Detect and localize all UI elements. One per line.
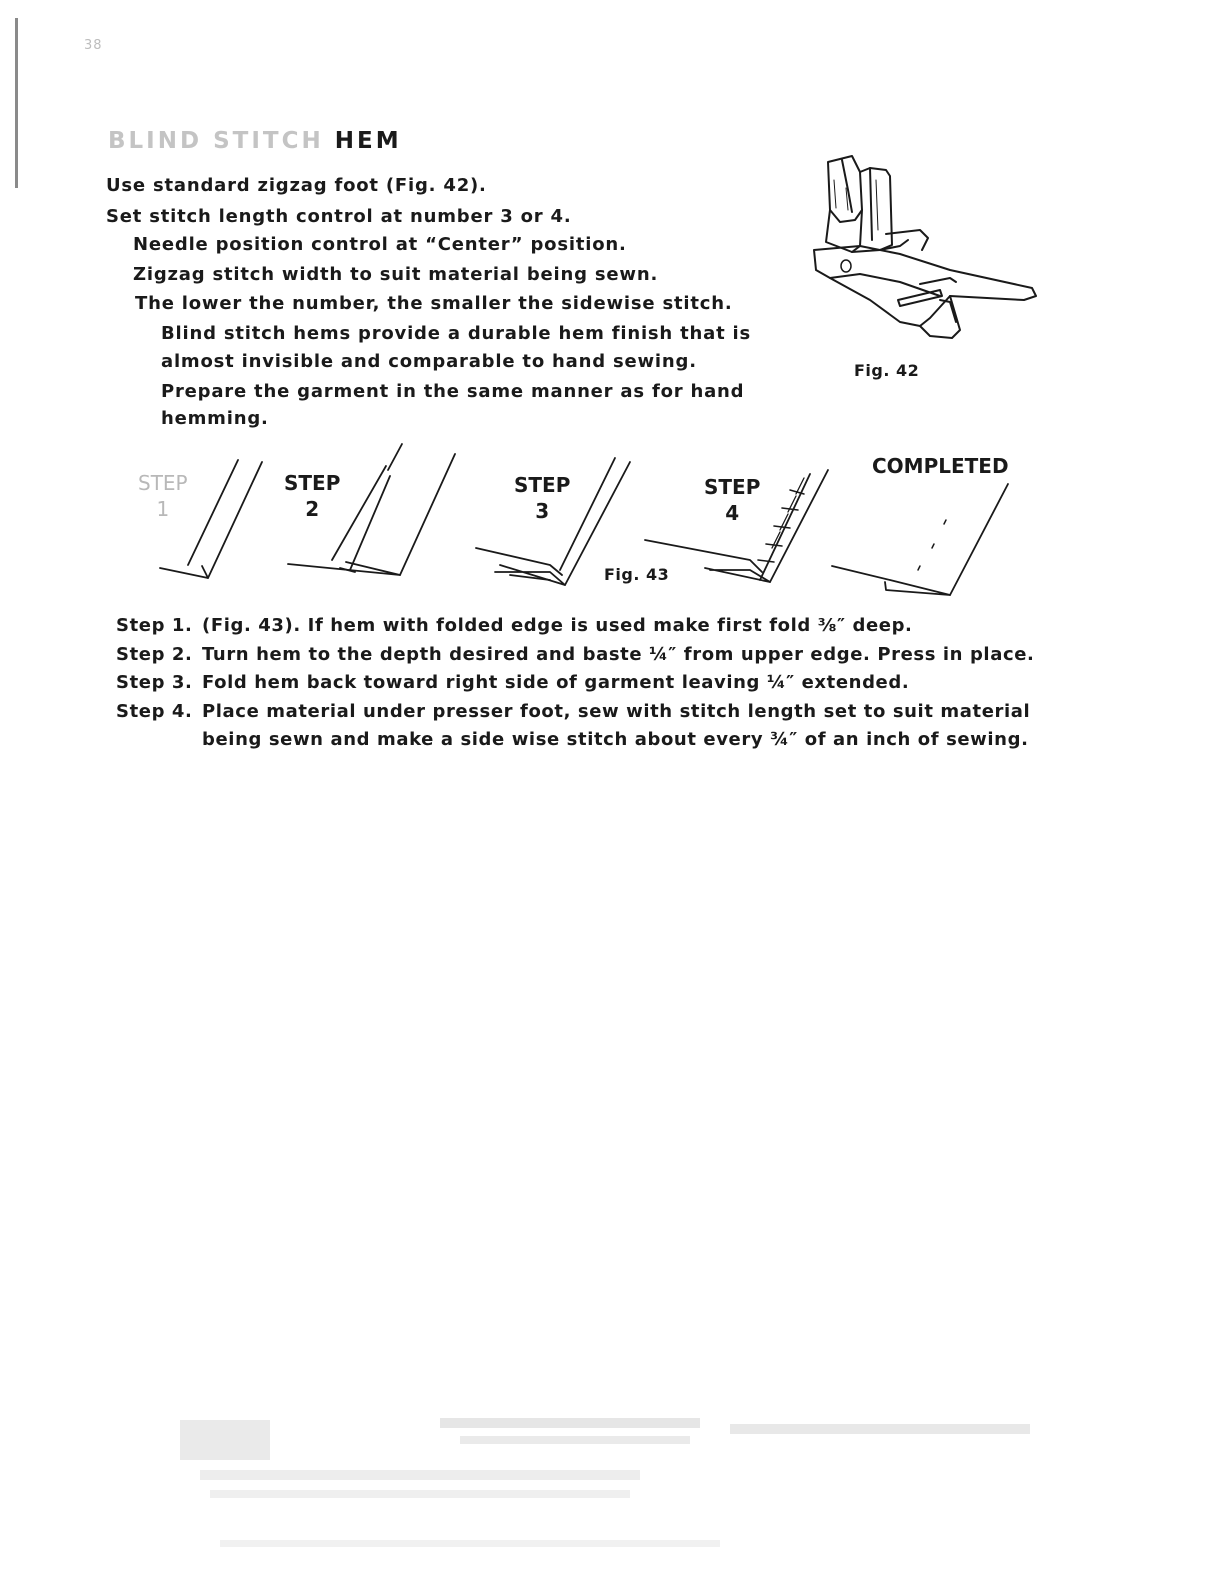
fig-42-label: Fig. 42 bbox=[854, 361, 920, 380]
instruction-line: hemming. bbox=[161, 408, 269, 429]
step-number: 1 bbox=[156, 497, 170, 521]
step-row-label: Step 2. bbox=[116, 643, 193, 665]
step-instructions bbox=[116, 612, 1034, 755]
page-number: 38 bbox=[84, 38, 103, 53]
instruction-line: almost invisible and comparable to hand sewing. bbox=[161, 351, 697, 372]
page-title bbox=[108, 128, 402, 154]
instruction-line: The lower the number, the smaller the sidewise stitch. bbox=[135, 293, 733, 314]
step-word: STEP bbox=[138, 471, 188, 495]
step-row bbox=[116, 612, 1034, 641]
instruction-line: Blind stitch hems provide a durable hem finish that is bbox=[161, 323, 752, 344]
hem-steps-illustration bbox=[150, 440, 1030, 610]
step-1-diagram bbox=[160, 460, 262, 578]
step-row-label: Step 1. bbox=[116, 615, 193, 636]
step-row-text: Fold hem back toward right side of garment leaving ¼″ extended. bbox=[202, 672, 910, 693]
step-4-diagram bbox=[645, 470, 828, 582]
instruction-line: Needle position control at “Center” position. bbox=[133, 234, 627, 255]
scan-bleed-through bbox=[170, 1390, 1050, 1580]
title-faded: BLIND STITCH bbox=[108, 128, 324, 154]
step-2-diagram bbox=[288, 444, 455, 575]
step-row bbox=[116, 641, 1034, 670]
step-word: STEP bbox=[704, 475, 761, 499]
step-number: 4 bbox=[725, 501, 740, 525]
step-row-text: Turn hem to the depth desired and baste ¼″ from upper edge. Press in place. bbox=[202, 643, 1035, 665]
scan-margin-line bbox=[15, 18, 18, 188]
step-row-label: Step 3. bbox=[116, 672, 193, 693]
step-row-text: being sewn and make a side wise stitch about every ¾″ of an inch of sewing. bbox=[202, 729, 1029, 750]
fig-43-label: Fig. 43 bbox=[604, 565, 670, 584]
instruction-line: Set stitch length control at number 3 or 4. bbox=[106, 206, 572, 227]
completed-label: COMPLETED bbox=[872, 454, 1009, 478]
title-dark: HEM bbox=[334, 128, 402, 154]
instruction-line: Prepare the garment in the same manner as for hand bbox=[161, 381, 745, 402]
step-word: STEP bbox=[284, 471, 341, 495]
step-row bbox=[116, 698, 1034, 727]
step-row-continuation bbox=[116, 726, 1034, 755]
step-row-text: (Fig. 43). If hem with folded edge is used make first fold ⅜″ deep. bbox=[202, 615, 913, 636]
step-word: STEP bbox=[514, 473, 571, 497]
step-row-text: Place material under presser foot, sew with stitch length set to suit material bbox=[202, 700, 1031, 722]
step-row-label: Step 4. bbox=[116, 700, 193, 722]
presser-foot-illustration bbox=[800, 150, 1045, 350]
step-number: 3 bbox=[535, 499, 550, 523]
instruction-line: Use standard zigzag foot (Fig. 42). bbox=[106, 175, 487, 196]
step-row bbox=[116, 669, 1034, 698]
instruction-line: Zigzag stitch width to suit material being sewn. bbox=[133, 264, 659, 285]
step-number: 2 bbox=[305, 497, 320, 521]
completed-diagram bbox=[832, 484, 1008, 595]
